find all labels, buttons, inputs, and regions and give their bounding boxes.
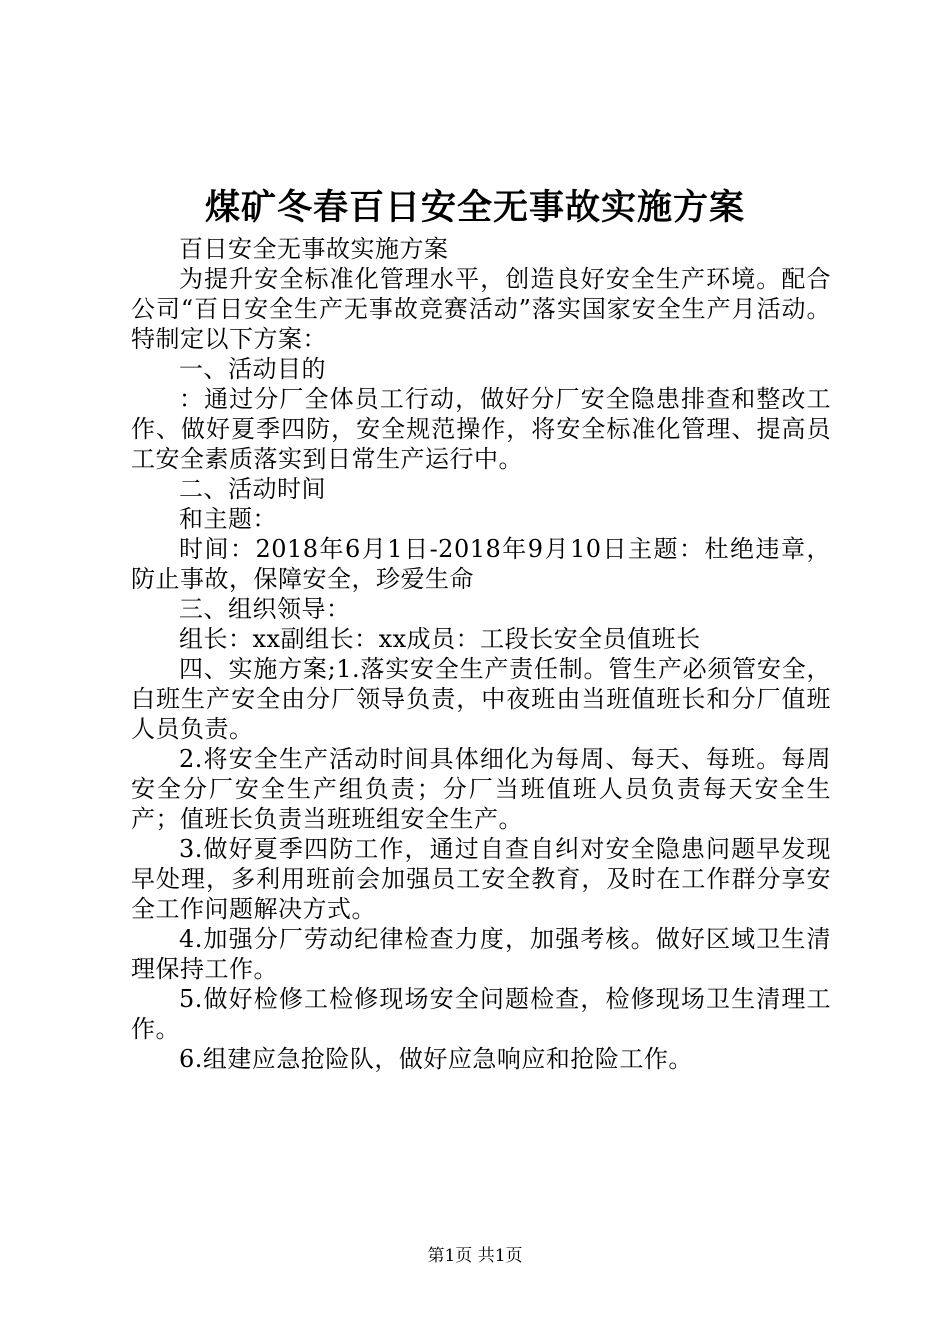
paragraph-plan-item-3: 3.做好夏季四防工作，通过自查自纠对安全隐患问题早发现早处理，多利用班前会加强员工安全教育，及时在工作群分享安全工作问题解决方式。 — [131, 835, 831, 923]
paragraph-time-theme: 时间：2018年6月1日-2018年9月10日主题：杜绝违章，防止事故，保障安全，珍爱生命 — [131, 535, 831, 593]
section-heading-theme: 和主题： — [179, 505, 277, 533]
section-heading-time: 二、活动时间 — [179, 475, 326, 503]
paragraph-purpose: ：通过分厂全体员工行动，做好分厂安全隐患排查和整改工作、做好夏季四防，安全规范操作，将安全标准化管理、提高员工安全素质落实到日常生产运行中。 — [131, 385, 831, 473]
document-title: 煤矿冬春百日安全无事故实施方案 — [204, 187, 745, 228]
document-body — [131, 234, 831, 1074]
paragraph-plan-item-2: 2.将安全生产活动时间具体细化为每周、每天、每班。每周安全分厂安全生产组负责；分厂当班值班人员负责每天安全生产；值班长负责当班班组安全生产。 — [131, 745, 831, 833]
paragraph-plan-item-4: 4.加强分厂劳动纪律检查力度，加强考核。做好区域卫生清理保持工作。 — [131, 925, 831, 983]
section-heading-purpose: 一、活动目的 — [179, 355, 326, 383]
paragraph-subtitle: 百日安全无事故实施方案 — [179, 235, 449, 263]
paragraph-plan-item-5: 5.做好检修工检修现场安全问题检查，检修现场卫生清理工作。 — [131, 985, 831, 1043]
paragraph-plan-item-1: 四、实施方案;1.落实安全生产责任制。管生产必须管安全，白班生产安全由分厂领导负责，中夜班由当班值班长和分厂值班人员负责。 — [131, 655, 831, 743]
paragraph-organization: 组长：xx副组长：xx成员：工段长安全员值班长 — [179, 625, 701, 653]
section-heading-organization: 三、组织领导： — [179, 595, 351, 623]
paragraph-plan-item-6: 6.组建应急抢险队，做好应急响应和抢险工作。 — [179, 1045, 693, 1073]
page-number-footer: 第1页 共1页 — [427, 1246, 523, 1266]
paragraph-intro: 为提升安全标准化管理水平，创造良好安全生产环境。配合公司“百日安全生产无事故竞赛活动”落实国家安全生产月活动。特制定以下方案： — [131, 265, 831, 353]
